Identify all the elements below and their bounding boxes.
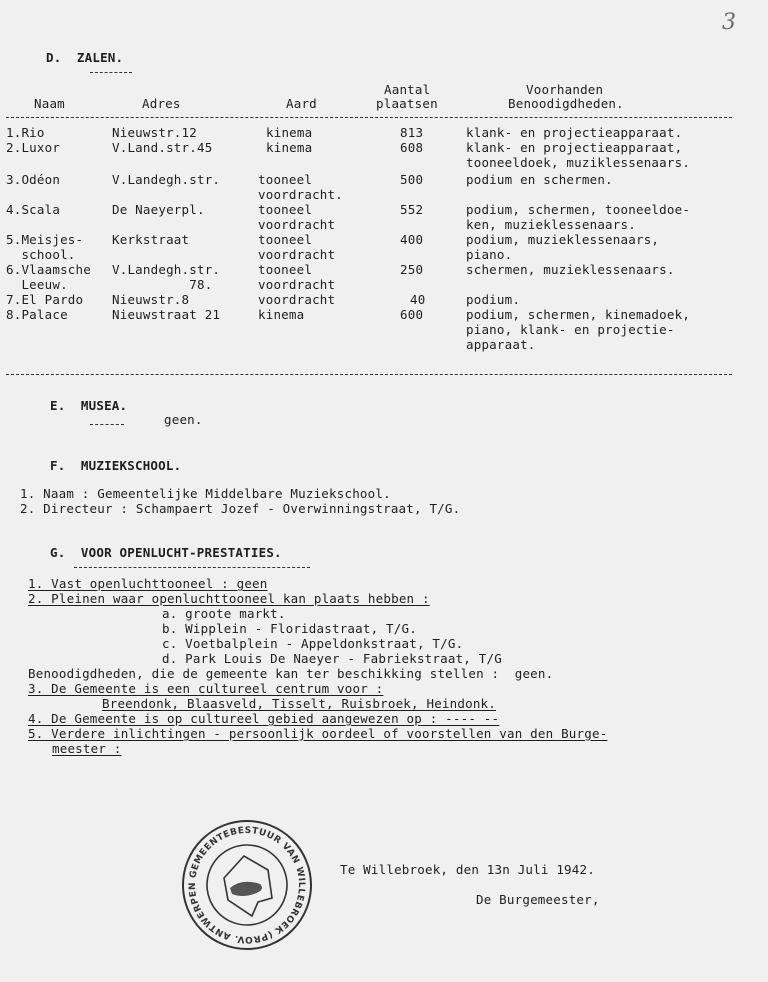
row-3-adres: V.Landegh.str.	[112, 172, 221, 187]
row-3-plaatsen: 500	[400, 172, 424, 187]
section-g-sub-b: b. Wipplein - Floridastraat, T/G.	[162, 621, 417, 636]
municipal-seal-stamp	[180, 818, 314, 952]
row-6-plaatsen: 250	[400, 262, 424, 277]
row-4-adres: De Naeyerpl.	[112, 202, 205, 217]
row-7-benodigd: podium.	[466, 292, 521, 307]
row-8-adres: Nieuwstraat 21	[112, 307, 221, 322]
row-4-benodigd: podium, schermen, tooneeldoe- ken, muzieklessenaars.	[466, 202, 691, 232]
row-1-plaatsen: 813	[400, 125, 424, 140]
seal-text: GEMEENTEBESTUUR VAN WILLEBROEK (PROV. ANTWERPEN	[187, 825, 307, 945]
header-naam: Naam	[34, 96, 65, 111]
section-d-title: D. ZALEN.	[46, 50, 124, 65]
row-5-plaatsen: 400	[400, 232, 424, 247]
section-g-benodigdheden: Benoodigdheden, die de gemeente kan ter beschikking stellen : geen.	[28, 666, 554, 681]
section-g-item-3: 3. De Gemeente is een cultureel centrum voor :	[28, 681, 384, 696]
section-separator-rule	[6, 374, 732, 375]
row-1-aard: kinema	[266, 125, 313, 140]
row-6-naam: 6.Vlaamsche Leeuw.	[6, 262, 91, 292]
section-d-title-underline	[90, 72, 132, 73]
header-benodigdheden: Benoodigdheden.	[508, 96, 624, 111]
row-2-aard: kinema	[266, 140, 313, 155]
row-2-naam: 2.Luxor	[6, 140, 61, 155]
row-7-adres: Nieuwstr.8	[112, 292, 190, 307]
header-aard: Aard	[286, 96, 317, 111]
section-e-value: geen.	[164, 412, 203, 427]
row-8-plaatsen: 600	[400, 307, 424, 322]
row-8-aard: kinema	[258, 307, 305, 322]
row-5-aard: tooneel voordracht	[258, 232, 336, 262]
section-e-title: E. MUSEA.	[50, 398, 128, 413]
row-5-adres: Kerkstraat	[112, 232, 190, 247]
row-6-benodigd: schermen, muzieklessenaars.	[466, 262, 675, 277]
row-2-adres: V.Land.str.45	[112, 140, 213, 155]
section-g-title-underline	[74, 567, 310, 568]
row-3-benodigd: podium en schermen.	[466, 172, 613, 187]
row-5-benodigd: podium, muzieklessenaars, piano.	[466, 232, 660, 262]
section-g-title: G. VOOR OPENLUCHT-PRESTATIES.	[50, 545, 282, 560]
row-1-naam: 1.Rio	[6, 125, 45, 140]
row-1-benodigd: klank- en projectieapparaat.	[466, 125, 683, 140]
section-f-item-2: 2. Directeur : Schampaert Jozef - Overwinningstraat, T/G.	[20, 501, 461, 516]
section-g-item-4: 4. De Gemeente is op cultureel gebied aangewezen op : ---- --	[28, 711, 500, 726]
row-6-adres: V.Landegh.str. 78.	[112, 262, 221, 292]
section-g-item-2: 2. Pleinen waar openluchttooneel kan plaats hebben :	[28, 591, 430, 606]
section-f-item-1: 1. Naam : Gemeentelijke Middelbare Muziekschool.	[20, 486, 391, 501]
section-f-title: F. MUZIEKSCHOOL.	[50, 458, 182, 473]
place-and-date: Te Willebroek, den 13n Juli 1942.	[340, 862, 595, 877]
row-2-plaatsen: 608	[400, 140, 424, 155]
row-6-aard: tooneel voordracht	[258, 262, 336, 292]
header-plaatsen: plaatsen	[376, 96, 438, 111]
header-voorhanden: Voorhanden	[526, 82, 604, 97]
section-g-item-5b: meester :	[52, 741, 122, 756]
row-7-naam: 7.El Pardo	[6, 292, 84, 307]
row-8-naam: 8.Palace	[6, 307, 68, 322]
seal-icon	[180, 818, 314, 952]
header-adres: Adres	[142, 96, 181, 111]
section-g-item-3-list: Breendonk, Blaasveld, Tisselt, Ruisbroek, Heindonk.	[102, 696, 497, 711]
section-g-sub-c: c. Voetbalplein - Appeldonkstraat, T/G.	[162, 636, 464, 651]
signatory-title: De Burgemeester,	[476, 892, 600, 907]
row-4-plaatsen: 552	[400, 202, 424, 217]
section-g-item-1: 1. Vast openluchttooneel : geen	[28, 576, 268, 591]
section-g-sub-a: a. groote markt.	[162, 606, 286, 621]
section-g-item-5a: 5. Verdere inlichtingen - persoonlijk oordeel of voorstellen van den Burge-	[28, 726, 608, 741]
row-3-aard: tooneel voordracht.	[258, 172, 343, 202]
row-8-benodigd: podium, schermen, kinemadoek, piano, klank- en projectie- apparaat.	[466, 307, 691, 352]
row-4-aard: tooneel voordracht	[258, 202, 336, 232]
row-5-naam: 5.Meisjes- school.	[6, 232, 84, 262]
row-1-adres: Nieuwstr.12	[112, 125, 197, 140]
section-e-dash	[90, 424, 124, 425]
row-3-naam: 3.Odéon	[6, 172, 61, 187]
header-aantal: Aantal	[384, 82, 431, 97]
section-g-sub-d: d. Park Louis De Naeyer - Fabriekstraat, T/G	[162, 651, 502, 666]
page-number: 3	[722, 10, 736, 35]
row-2-benodigd: klank- en projectieapparaat, tooneeldoek, muziklessenaars.	[466, 140, 691, 170]
table-header-rule	[6, 117, 732, 118]
row-7-aard: voordracht	[258, 292, 336, 307]
row-7-plaatsen: 40	[410, 292, 426, 307]
row-4-naam: 4.Scala	[6, 202, 61, 217]
